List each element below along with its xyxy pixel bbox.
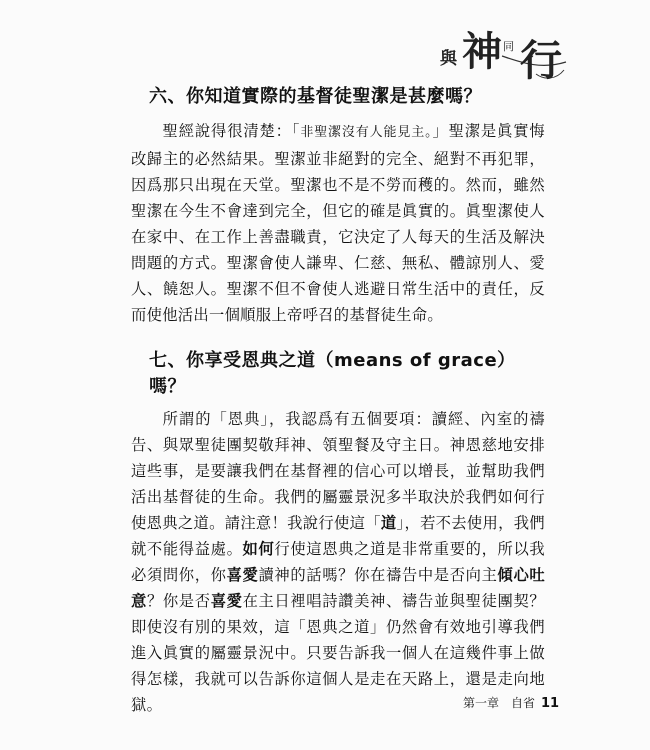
emphasis: 如何 bbox=[242, 540, 275, 558]
page-number: 11 bbox=[541, 696, 560, 711]
text-run: 聖經說得很清楚：「 bbox=[162, 122, 301, 140]
scripture-quote: 非聖潔沒有人能見主。 bbox=[300, 125, 433, 140]
section-heading-six: 六、你知道實際的基督徒聖潔是甚麼嗎？ bbox=[149, 86, 482, 107]
emphasis: 傾心吐意 bbox=[131, 566, 545, 610]
text-run: 在主日裡唱詩讚美神、禱告並與聖徒團契？即使沒有別的果效，這「恩典之道」仍然會有效地引導我們進入眞實的屬靈景況中。只要告訴我一個人在這幾件事上做得怎樣，我就可以告訴你這個人是走在天路上，還是走向地獄。 bbox=[131, 592, 545, 714]
page-body bbox=[131, 84, 545, 718]
logo-char-shen: 神 bbox=[462, 28, 502, 75]
text-run: 行使這恩典之道是非常重要的，所以我必須問你，你 bbox=[131, 540, 545, 584]
text-run: 所謂的「恩典」，我認爲有五個要項：讀經、內室的禱告、與眾聖徒團契敬拜神、領聖餐及守主日。神恩慈地安排這些事，是要讓我們在基督裡的信心可以增長，並幫助我們活出基督徒的生命。我們的屬靈景況多半取決於我們如何行使恩典之道。請注意！我說行使這「 bbox=[131, 410, 545, 532]
logo-char-tong: 同 bbox=[503, 40, 514, 53]
text-run: 」聖潔是眞實悔改歸主的必然結果。聖潔並非絕對的完全、絕對不再犯罪，因爲那只出現在天堂。聖潔也不是不勞而穫的。然而，雖然聖潔在今生不會達到完全，但它的確是眞實的。眞聖潔使人在家中、在工作上善盡職責，它決定了人每天的生活及解決問題的方式。聖潔會使人謙卑、仁慈、無私、體諒別人、愛人、饒恕人。聖潔不但不會使人逃避日常生活中的責任，反而使他活出一個順服上帝呼召的基督徒生命。 bbox=[131, 122, 545, 324]
logo-char-yu: 與 bbox=[440, 49, 457, 69]
emphasis: 道 bbox=[380, 514, 397, 532]
emphasis: 喜愛 bbox=[210, 592, 243, 610]
logo-char-xing: 行 bbox=[520, 36, 563, 85]
emphasis: 喜愛 bbox=[226, 566, 259, 584]
chapter-label: 第一章 自省 bbox=[463, 696, 536, 710]
text-run: 讀神的話嗎？你在禱告中是否向主 bbox=[258, 566, 498, 584]
section-heading-seven: 七、你享受恩典之道（means of grace）嗎？ bbox=[149, 350, 516, 397]
page-footer bbox=[463, 694, 559, 711]
text-run: ？你是否 bbox=[146, 592, 211, 610]
section-seven-paragraph bbox=[131, 406, 545, 718]
text-run: 」，若不去使用，我們就不能得益處。 bbox=[131, 514, 545, 558]
book-title-logo bbox=[440, 18, 570, 86]
section-six-paragraph bbox=[131, 118, 545, 328]
